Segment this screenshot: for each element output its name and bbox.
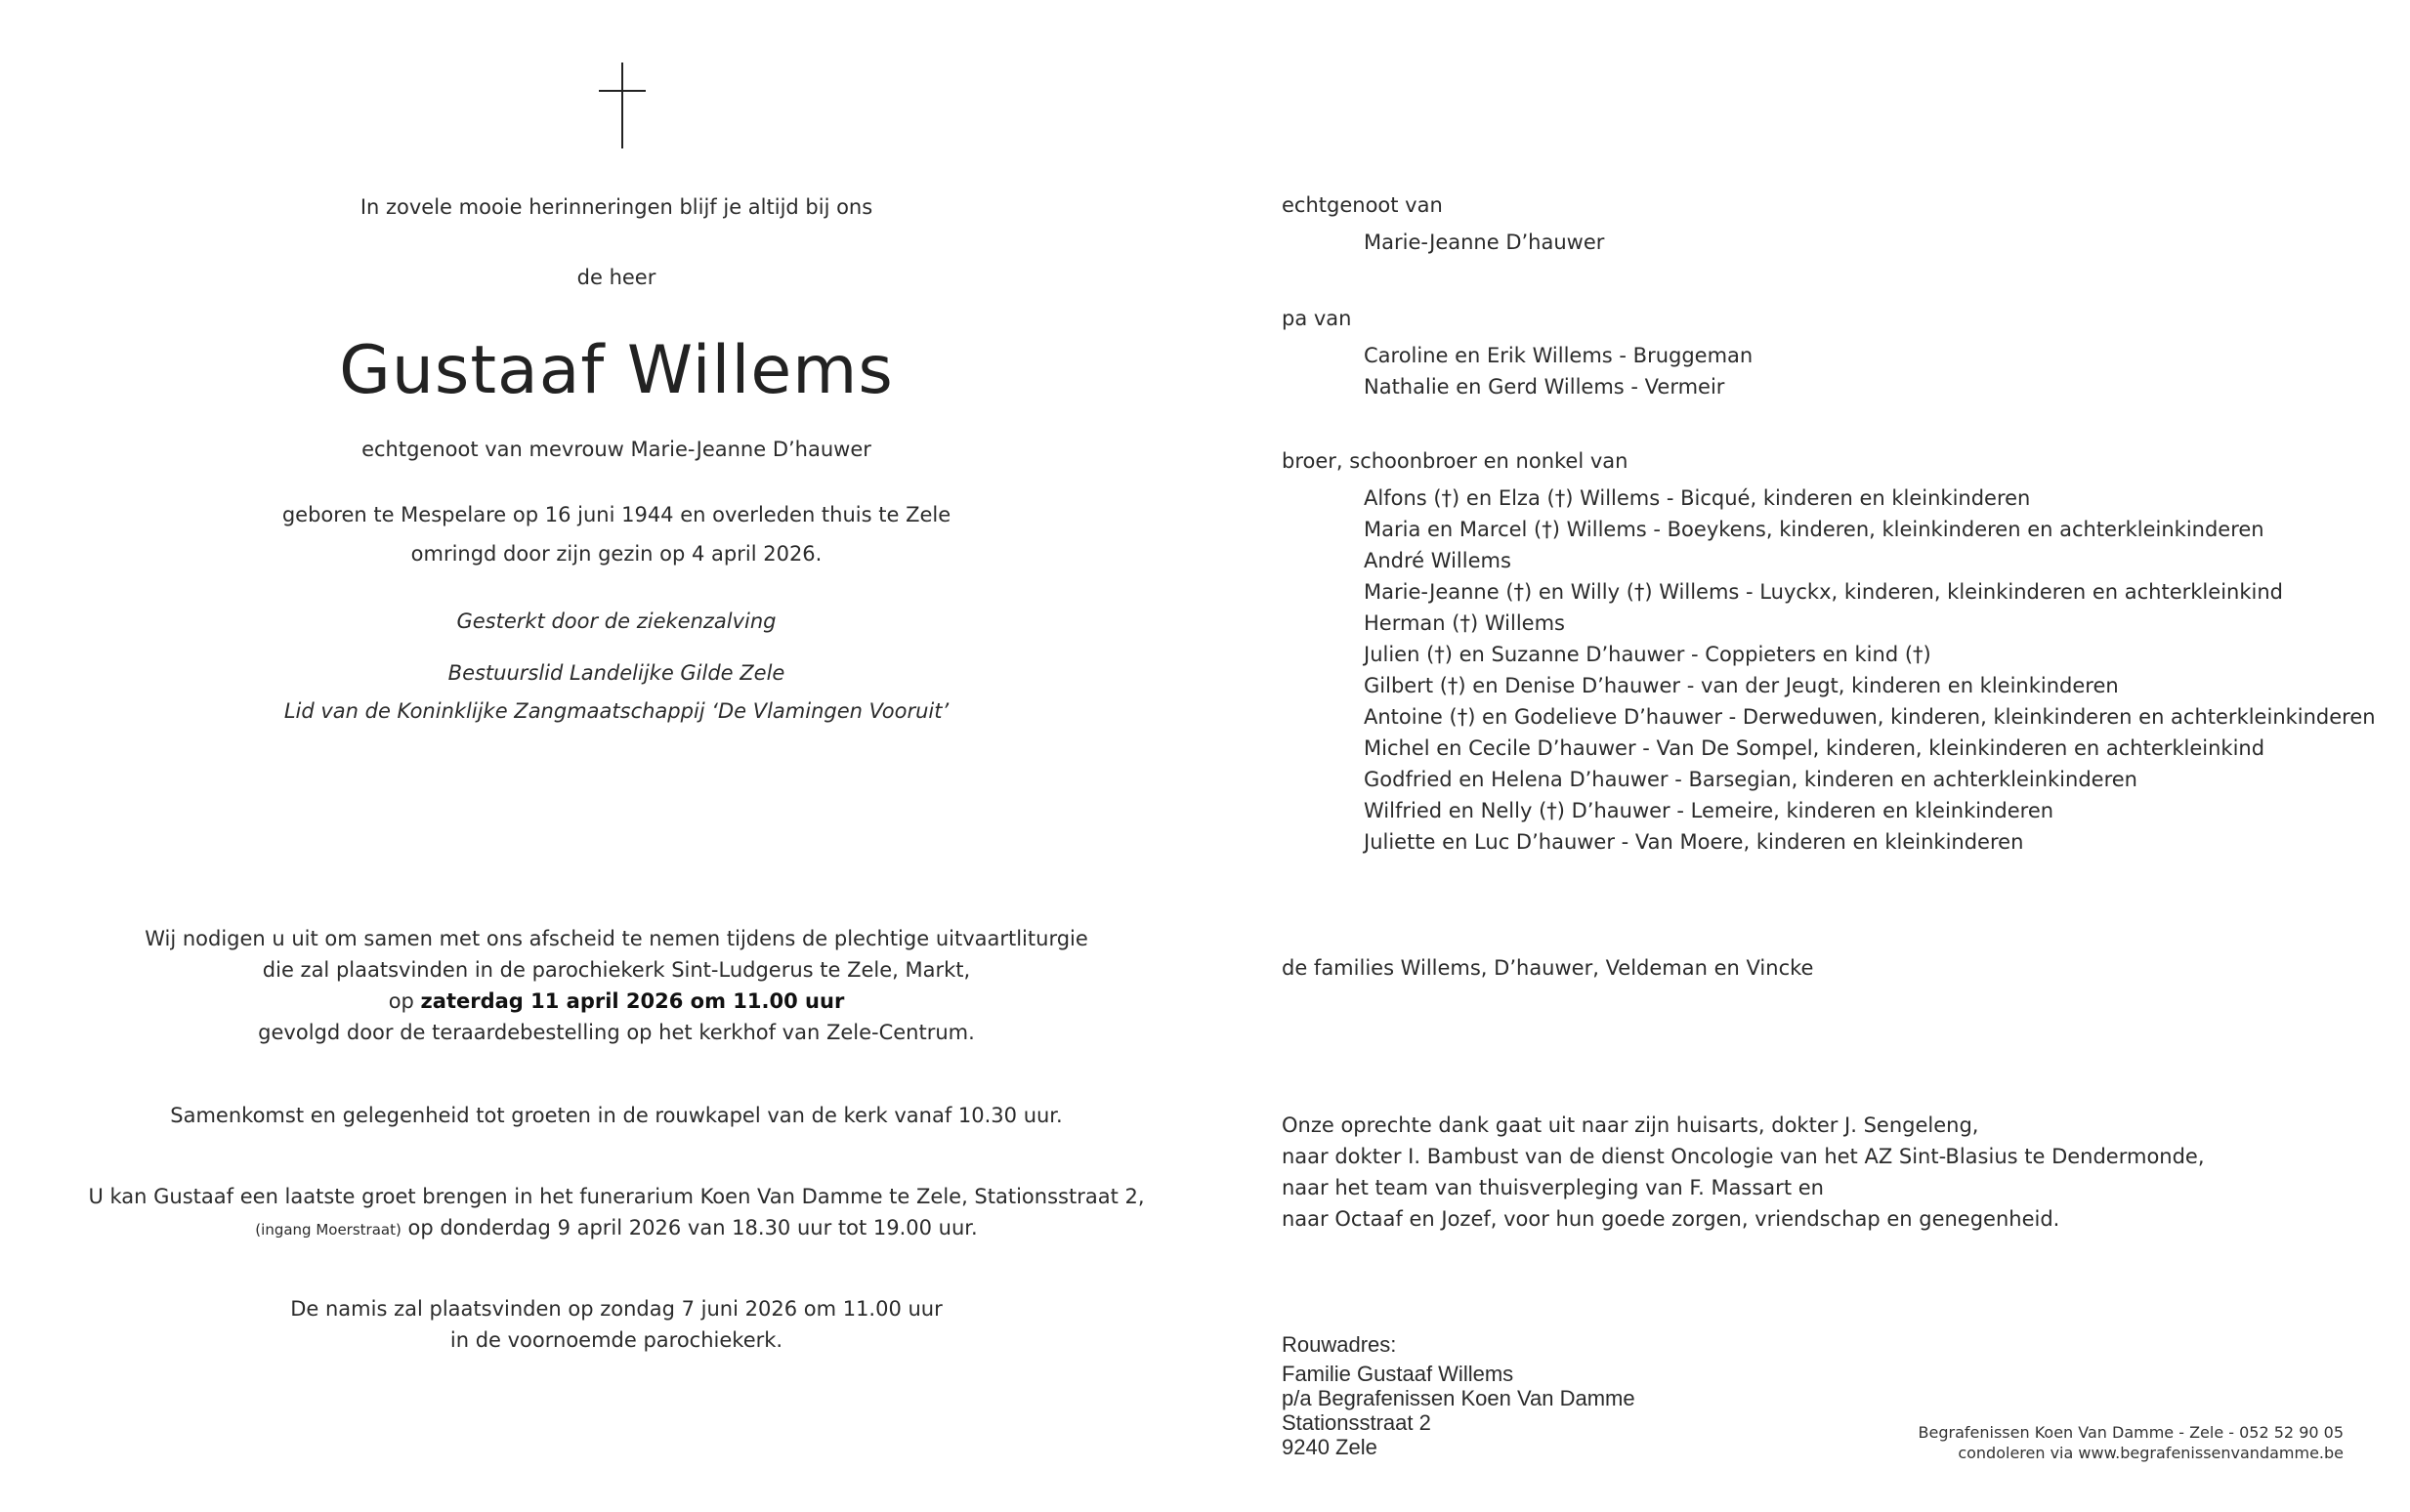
- invite-prefix: op: [388, 989, 421, 1013]
- sibling-12: Juliette en Luc D’hauwer - Van Moere, kinderen en kleinkinderen: [1364, 830, 2024, 854]
- sibling-3: André Willems: [1364, 549, 1511, 572]
- address-line-1: Familie Gustaaf Willems: [1282, 1362, 1514, 1386]
- thanks-line-4: naar Octaaf en Jozef, voor hun goede zorgen, vriendschap en genegenheid.: [1282, 1207, 2060, 1231]
- namis-line-1: De namis zal plaatsvinden op zondag 7 juni 2026 om 11.00 uur: [290, 1297, 943, 1321]
- sibling-7: Gilbert (†) en Denise D’hauwer - van der Jeugt, kinderen en kleinkinderen: [1364, 674, 2119, 697]
- sibling-2: Maria en Marcel (†) Willems - Boeykens, kinderen, kleinkinderen en achterkleinkinderen: [1364, 518, 2264, 541]
- spouse-heading: echtgenoot van: [1282, 193, 1443, 217]
- cross-icon: [599, 63, 646, 148]
- role-line-1: Bestuurslid Landelijke Gilde Zele: [447, 661, 785, 685]
- child-2: Nathalie en Gerd Willems - Vermeir: [1364, 375, 1725, 399]
- gathering-line: Samenkomst en gelegenheid tot groeten in de rouwkapel van de kerk vanaf 10.30 uur.: [170, 1104, 1063, 1127]
- born-line-1: geboren te Mespelare op 16 juni 1944 en overleden thuis te Zele: [281, 503, 951, 526]
- address-heading: Rouwadres:: [1282, 1332, 1397, 1357]
- spouse-line: echtgenoot van mevrouw Marie-Jeanne D’hauwer: [361, 438, 871, 461]
- born-line-2: omringd door zijn gezin op 4 april 2026.: [410, 542, 823, 566]
- entrance-note: (ingang Moerstraat): [255, 1221, 402, 1239]
- families-line: de families Willems, D’hauwer, Veldeman en Vincke: [1282, 956, 1814, 980]
- father-heading: pa van: [1282, 307, 1352, 330]
- sibling-5: Herman (†) Willems: [1364, 611, 1565, 635]
- sibling-6: Julien (†) en Suzanne D’hauwer - Coppieters en kind (†): [1364, 643, 1931, 666]
- visit-line-1: U kan Gustaaf een laatste groet brengen in het funerarium Koen Van Damme te Zele, Stationsstraat 2,: [88, 1185, 1145, 1208]
- honorific: de heer: [576, 266, 656, 289]
- address-line-3: Stationsstraat 2: [1282, 1410, 1431, 1435]
- funeral-date: zaterdag 11 april 2026 om 11.00 uur: [420, 989, 845, 1013]
- invite-line-3: [0, 986, 1233, 1017]
- invite-line-4: gevolgd door de teraardebestelling op het kerkhof van Zele-Centrum.: [258, 1021, 975, 1044]
- sibling-4: Marie-Jeanne (†) en Willy (†) Willems - Luyckx, kinderen, kleinkinderen en achterkleinkind: [1364, 580, 2283, 604]
- invite-line-1: Wij nodigen u uit om samen met ons afscheid te nemen tijdens de plechtige uitvaartliturgie: [145, 927, 1088, 950]
- address-line-2: p/a Begrafenissen Koen Van Damme: [1282, 1386, 1635, 1410]
- visit-line-2: [0, 1212, 1233, 1245]
- sibling-10: Godfried en Helena D’hauwer - Barsegian, kinderen en achterkleinkinderen: [1364, 768, 2137, 791]
- sacrament-line: Gesterkt door de ziekenzalving: [456, 609, 777, 633]
- thanks-line-3: naar het team van thuisverpleging van F. Massart en: [1282, 1176, 1824, 1199]
- spouse-name: Marie-Jeanne D’hauwer: [1364, 231, 1605, 254]
- invite-line-2: die zal plaatsvinden in de parochiekerk Sint-Ludgerus te Zele, Markt,: [262, 958, 971, 982]
- funeral-home-line: Begrafenissen Koen Van Damme - Zele - 052 52 90 05: [1918, 1423, 2344, 1442]
- sibling-heading: broer, schoonbroer en nonkel van: [1282, 449, 1628, 473]
- motto: In zovele mooie herinneringen blijf je altijd bij ons: [359, 195, 873, 219]
- condolence-link[interactable]: condoleren via www.begrafenissenvandamme.be: [1958, 1444, 2344, 1462]
- sibling-8: Antoine (†) en Godelieve D’hauwer - Derweduwen, kinderen, kleinkinderen en achterkleinkinderen: [1364, 705, 2376, 729]
- sibling-11: Wilfried en Nelly (†) D’hauwer - Lemeire, kinderen en kleinkinderen: [1364, 799, 2054, 822]
- child-1: Caroline en Erik Willems - Bruggeman: [1364, 344, 1754, 367]
- deceased-name: Gustaaf Willems: [339, 332, 894, 409]
- namis-line-2: in de voornoemde parochiekerk.: [449, 1328, 783, 1352]
- address-line-4: 9240 Zele: [1282, 1435, 1377, 1459]
- role-line-2: Lid van de Koninklijke Zangmaatschappij ‘De Vlamingen Vooruit’: [283, 699, 950, 723]
- thanks-line-1: Onze oprechte dank gaat uit naar zijn huisarts, dokter J. Sengeleng,: [1282, 1113, 1979, 1137]
- thanks-line-2: naar dokter I. Bambust van de dienst Oncologie van het AZ Sint-Blasius te Dendermonde,: [1282, 1145, 2205, 1168]
- sibling-1: Alfons (†) en Elza (†) Willems - Bicqué, kinderen en kleinkinderen: [1364, 486, 2031, 510]
- sibling-9: Michel en Cecile D’hauwer - Van De Sompel, kinderen, kleinkinderen en achterkleinkind: [1364, 736, 2265, 760]
- visit-time: op donderdag 9 april 2026 van 18.30 uur tot 19.00 uur.: [401, 1216, 978, 1239]
